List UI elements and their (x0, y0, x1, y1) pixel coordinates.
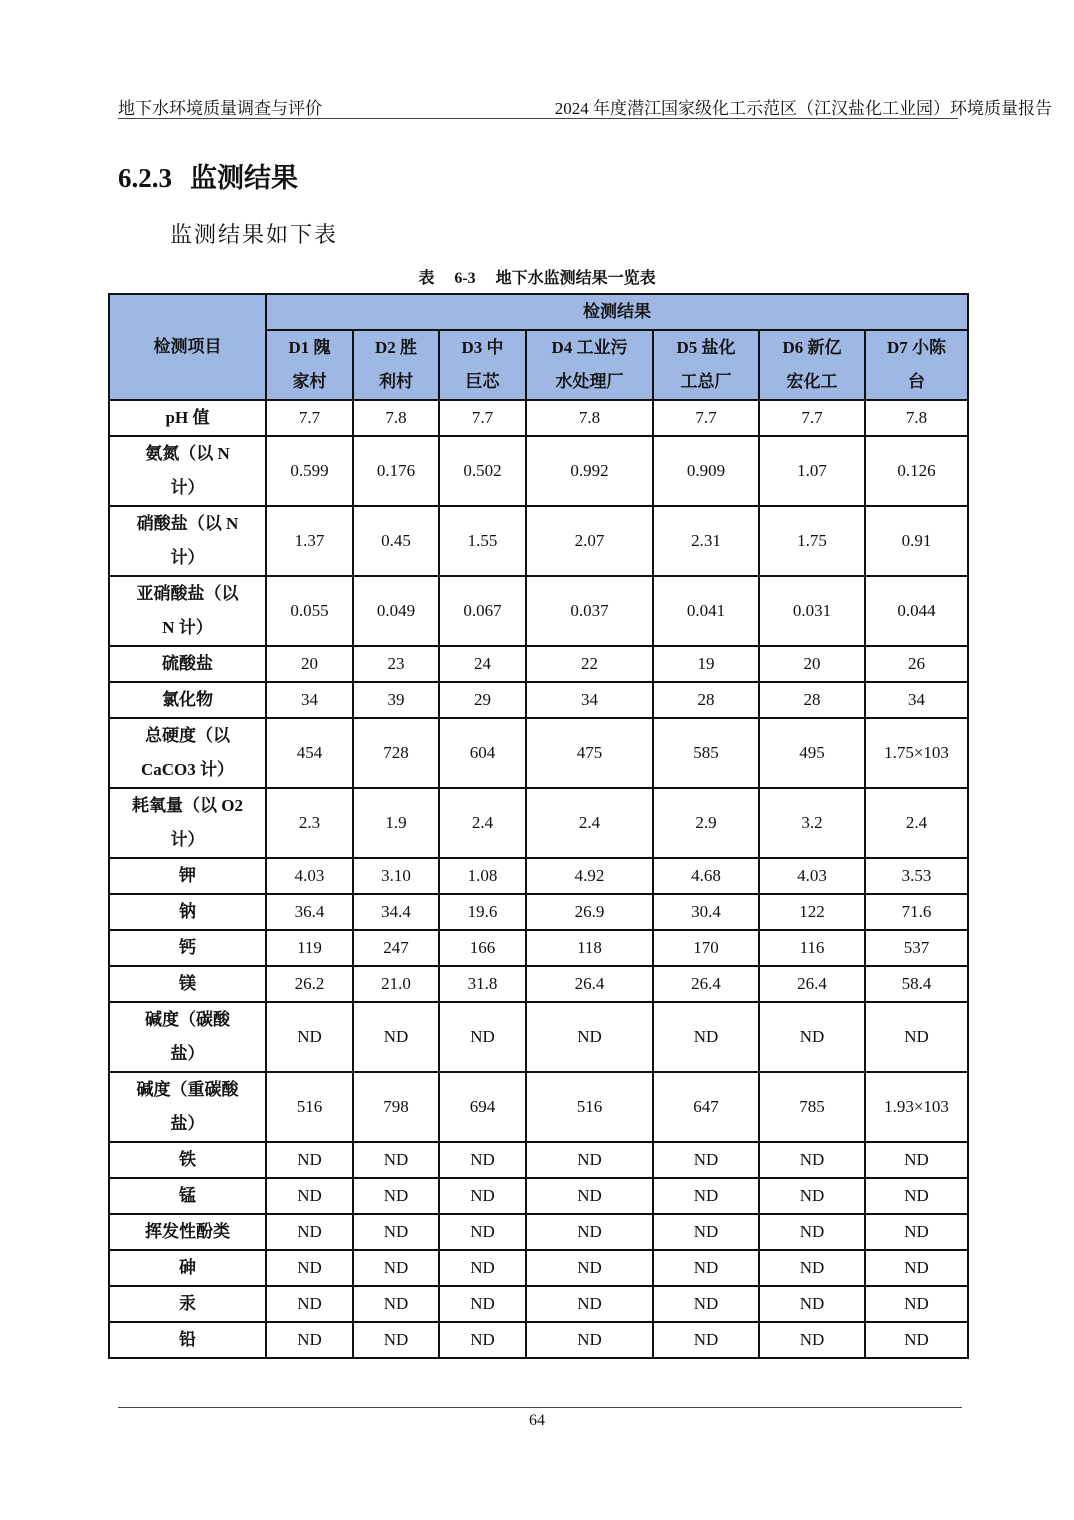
table-row (109, 894, 968, 930)
value-cell: ND (865, 1178, 968, 1214)
table-row (109, 1250, 968, 1286)
value-cell: ND (439, 1322, 526, 1358)
value-cell: 1.07 (759, 436, 865, 506)
value-cell: 2.9 (653, 788, 759, 858)
value-cell: ND (266, 1142, 353, 1178)
value-cell: 2.3 (266, 788, 353, 858)
row-item-line: 钾 (179, 866, 196, 885)
value-cell: 3.53 (865, 858, 968, 894)
value-cell: 116 (759, 930, 865, 966)
value-cell: 3.10 (353, 858, 439, 894)
row-item-cell (109, 576, 266, 646)
value-cell: 247 (353, 930, 439, 966)
table-row (109, 1002, 968, 1072)
value-cell: 2.4 (439, 788, 526, 858)
value-cell: 495 (759, 718, 865, 788)
value-cell: 29 (439, 682, 526, 718)
item-header-cell: 检测项目 (109, 294, 266, 400)
table-row (109, 1142, 968, 1178)
value-cell: 728 (353, 718, 439, 788)
value-cell: 26.2 (266, 966, 353, 1002)
value-cell: 26.4 (759, 966, 865, 1002)
row-item-line: 盐） (170, 1044, 205, 1063)
row-item-line: CaCO3 计） (140, 760, 235, 779)
row-item-line: 铅 (179, 1330, 196, 1349)
row-item-cell (109, 788, 266, 858)
table-row (109, 1214, 968, 1250)
row-item-line: 碱度（重碳酸 (136, 1080, 239, 1099)
value-cell: 34 (526, 682, 653, 718)
row-item-line: pH 值 (165, 408, 210, 427)
value-cell: 1.9 (353, 788, 439, 858)
value-cell: 647 (653, 1072, 759, 1142)
row-item-cell (109, 1250, 266, 1286)
value-cell: 58.4 (865, 966, 968, 1002)
row-item-cell (109, 1322, 266, 1358)
section-title-text: 监测结果 (190, 163, 298, 193)
value-cell: ND (865, 1286, 968, 1322)
value-cell: 585 (653, 718, 759, 788)
value-cell: 122 (759, 894, 865, 930)
value-cell: 604 (439, 718, 526, 788)
value-cell: 0.044 (865, 576, 968, 646)
value-cell: ND (865, 1002, 968, 1072)
table-body (109, 400, 968, 1358)
value-cell: 39 (353, 682, 439, 718)
value-cell: ND (526, 1002, 653, 1072)
value-cell: 1.75×103 (865, 718, 968, 788)
value-cell: 34.4 (353, 894, 439, 930)
value-cell: ND (759, 1250, 865, 1286)
row-item-cell (109, 506, 266, 576)
column-header-cell (439, 330, 526, 400)
value-cell: 19.6 (439, 894, 526, 930)
value-cell: 0.031 (759, 576, 865, 646)
value-cell: ND (353, 1250, 439, 1286)
value-cell: ND (266, 1322, 353, 1358)
value-cell: 0.049 (353, 576, 439, 646)
value-cell: ND (266, 1002, 353, 1072)
value-cell: 4.03 (266, 858, 353, 894)
row-item-cell (109, 1002, 266, 1072)
table-row (109, 400, 968, 436)
value-cell: ND (865, 1322, 968, 1358)
table-header (109, 294, 968, 400)
value-cell: ND (653, 1250, 759, 1286)
value-cell: 36.4 (266, 894, 353, 930)
column-header-line: 巨芯 (465, 372, 500, 391)
value-cell: ND (439, 1214, 526, 1250)
value-cell: ND (439, 1002, 526, 1072)
value-cell: ND (653, 1286, 759, 1322)
caption-number: 6-3 (454, 270, 476, 287)
value-cell: 26.4 (653, 966, 759, 1002)
row-item-line: 挥发性酚类 (145, 1222, 230, 1241)
value-cell: ND (759, 1214, 865, 1250)
value-cell: 23 (353, 646, 439, 682)
value-cell: 28 (759, 682, 865, 718)
value-cell: ND (526, 1286, 653, 1322)
row-item-cell (109, 718, 266, 788)
value-cell: ND (653, 1002, 759, 1072)
row-item-cell (109, 1072, 266, 1142)
running-header-right: 2024 年度潜江国家级化工示范区（江汉盐化工业园）环境质量报告 (554, 99, 1052, 118)
value-cell: ND (759, 1002, 865, 1072)
value-cell: 516 (526, 1072, 653, 1142)
value-cell: 119 (266, 930, 353, 966)
value-cell: 475 (526, 718, 653, 788)
value-cell: 537 (865, 930, 968, 966)
running-header-left: 地下水环境质量调查与评价 (118, 99, 322, 118)
value-cell: 0.909 (653, 436, 759, 506)
value-cell: ND (266, 1178, 353, 1214)
table-row (109, 1178, 968, 1214)
row-item-line: 硝酸盐（以 N (136, 514, 239, 533)
value-cell: 798 (353, 1072, 439, 1142)
row-item-cell (109, 1178, 266, 1214)
table-row (109, 930, 968, 966)
column-header-line: 工总厂 (680, 372, 732, 391)
row-item-line: 镁 (179, 974, 196, 993)
value-cell: 2.4 (865, 788, 968, 858)
value-cell: ND (353, 1142, 439, 1178)
value-cell: ND (526, 1322, 653, 1358)
column-header-cell (353, 330, 439, 400)
value-cell: 0.91 (865, 506, 968, 576)
table-row (109, 1322, 968, 1358)
value-cell: 26 (865, 646, 968, 682)
row-item-line: 硫酸盐 (162, 654, 213, 673)
value-cell: 7.7 (439, 400, 526, 436)
value-cell: 0.067 (439, 576, 526, 646)
value-cell: 7.8 (526, 400, 653, 436)
caption-label: 表 (418, 270, 435, 287)
value-cell: ND (353, 1178, 439, 1214)
value-cell: 19 (653, 646, 759, 682)
value-cell: 24 (439, 646, 526, 682)
value-cell: 1.75 (759, 506, 865, 576)
row-item-line: 锰 (179, 1186, 196, 1205)
value-cell: ND (759, 1322, 865, 1358)
row-item-line: 计） (170, 478, 205, 497)
row-item-line: 钙 (179, 938, 196, 957)
value-cell: ND (439, 1142, 526, 1178)
row-item-line: 计） (170, 830, 205, 849)
value-cell: ND (526, 1250, 653, 1286)
table-caption (0, 265, 1074, 288)
value-cell: 28 (653, 682, 759, 718)
table-row (109, 682, 968, 718)
value-cell: 26.9 (526, 894, 653, 930)
value-cell: 20 (759, 646, 865, 682)
value-cell: ND (759, 1286, 865, 1322)
value-cell: 30.4 (653, 894, 759, 930)
intro-paragraph: 监测结果如下表 (170, 222, 339, 247)
value-cell: 0.45 (353, 506, 439, 576)
value-cell: 20 (266, 646, 353, 682)
value-cell: ND (526, 1142, 653, 1178)
section-number: 6.2.3 (118, 163, 172, 193)
value-cell: 21.0 (353, 966, 439, 1002)
row-item-cell (109, 966, 266, 1002)
value-cell: 34 (865, 682, 968, 718)
value-cell: 0.055 (266, 576, 353, 646)
row-item-line: 耗氧量（以 O2 (132, 796, 243, 815)
value-cell: ND (653, 1322, 759, 1358)
value-cell: 0.599 (266, 436, 353, 506)
row-item-line: 计） (170, 548, 205, 567)
value-cell: 4.92 (526, 858, 653, 894)
column-header-line: D7 小陈 (886, 338, 947, 357)
value-cell: 7.7 (653, 400, 759, 436)
table-row (109, 646, 968, 682)
value-cell: 0.502 (439, 436, 526, 506)
value-cell: ND (865, 1250, 968, 1286)
table-row (109, 718, 968, 788)
column-header-line: D4 工业污 (551, 338, 628, 357)
caption-title: 地下水监测结果一览表 (495, 270, 656, 287)
column-header-line: 宏化工 (786, 372, 838, 391)
column-header-line: 水处理厂 (555, 372, 624, 391)
column-header-cell (266, 330, 353, 400)
value-cell: ND (526, 1214, 653, 1250)
value-cell: 0.041 (653, 576, 759, 646)
value-cell: 0.176 (353, 436, 439, 506)
value-cell: ND (353, 1214, 439, 1250)
value-cell: ND (353, 1322, 439, 1358)
value-cell: 4.03 (759, 858, 865, 894)
row-item-line: 砷 (179, 1258, 196, 1277)
value-cell: ND (353, 1002, 439, 1072)
value-cell: 1.08 (439, 858, 526, 894)
value-cell: 4.68 (653, 858, 759, 894)
row-item-line: 盐） (170, 1114, 205, 1133)
table-row (109, 1072, 968, 1142)
column-header-cell (865, 330, 968, 400)
table-row (109, 436, 968, 506)
value-cell: 31.8 (439, 966, 526, 1002)
table-row (109, 966, 968, 1002)
row-item-cell (109, 682, 266, 718)
column-header-cell (759, 330, 865, 400)
table-row (109, 1286, 968, 1322)
value-cell: ND (759, 1178, 865, 1214)
row-item-line: 铁 (179, 1150, 196, 1169)
column-header-line: D3 中 (461, 338, 504, 357)
header-divider (118, 118, 958, 119)
row-item-line: 亚硝酸盐（以 (136, 584, 239, 603)
value-cell: ND (439, 1178, 526, 1214)
table-row (109, 506, 968, 576)
row-item-cell (109, 1142, 266, 1178)
value-cell: 2.4 (526, 788, 653, 858)
value-cell: 2.31 (653, 506, 759, 576)
value-cell: 26.4 (526, 966, 653, 1002)
row-item-cell (109, 646, 266, 682)
value-cell: ND (266, 1250, 353, 1286)
value-cell: 516 (266, 1072, 353, 1142)
value-cell: ND (353, 1286, 439, 1322)
table-row (109, 858, 968, 894)
value-cell: 454 (266, 718, 353, 788)
value-cell: 7.7 (266, 400, 353, 436)
value-cell: 694 (439, 1072, 526, 1142)
value-cell: 7.7 (759, 400, 865, 436)
table-row (109, 788, 968, 858)
value-cell: ND (439, 1286, 526, 1322)
row-item-cell (109, 400, 266, 436)
row-item-line: N 计） (162, 618, 213, 637)
value-cell: 0.126 (865, 436, 968, 506)
column-header-line: D1 隗 (288, 338, 331, 357)
value-cell: 2.07 (526, 506, 653, 576)
value-cell: 0.037 (526, 576, 653, 646)
value-cell: ND (653, 1214, 759, 1250)
row-item-line: 总硬度（以 (145, 726, 230, 745)
column-header-line: D6 新亿 (782, 338, 842, 357)
row-item-line: 汞 (179, 1294, 196, 1313)
value-cell: 1.55 (439, 506, 526, 576)
column-header-line: D5 盐化 (676, 338, 736, 357)
results-table (108, 293, 969, 1359)
row-item-line: 氯化物 (162, 690, 213, 709)
value-cell: 7.8 (353, 400, 439, 436)
row-item-line: 钠 (179, 902, 196, 921)
value-cell: 0.992 (526, 436, 653, 506)
row-item-cell (109, 436, 266, 506)
value-cell: 34 (266, 682, 353, 718)
column-header-line: 利村 (379, 372, 413, 391)
value-cell: ND (266, 1214, 353, 1250)
value-cell: ND (865, 1214, 968, 1250)
row-item-cell (109, 894, 266, 930)
group-header-cell: 检测结果 (266, 294, 968, 330)
value-cell: ND (759, 1142, 865, 1178)
row-item-line: 氨氮（以 N (145, 444, 230, 463)
footer-divider (118, 1407, 962, 1408)
value-cell: ND (653, 1142, 759, 1178)
value-cell: 785 (759, 1072, 865, 1142)
column-header-line: 台 (908, 372, 925, 391)
value-cell: ND (439, 1250, 526, 1286)
section-heading (118, 156, 298, 195)
value-cell: ND (266, 1286, 353, 1322)
row-item-line: 碱度（碳酸 (145, 1010, 230, 1029)
row-item-cell (109, 1214, 266, 1250)
value-cell: ND (653, 1178, 759, 1214)
value-cell: 170 (653, 930, 759, 966)
column-header-line: 家村 (292, 372, 327, 391)
value-cell: 7.8 (865, 400, 968, 436)
value-cell: 71.6 (865, 894, 968, 930)
value-cell: 22 (526, 646, 653, 682)
value-cell: 1.93×103 (865, 1072, 968, 1142)
column-header-cell (526, 330, 653, 400)
value-cell: ND (865, 1142, 968, 1178)
column-header-cell (653, 330, 759, 400)
value-cell: 118 (526, 930, 653, 966)
table-row (109, 576, 968, 646)
row-item-cell (109, 930, 266, 966)
value-cell: 3.2 (759, 788, 865, 858)
value-cell: 166 (439, 930, 526, 966)
row-item-cell (109, 1286, 266, 1322)
value-cell: ND (526, 1178, 653, 1214)
column-header-line: D2 胜 (374, 338, 418, 357)
value-cell: 1.37 (266, 506, 353, 576)
page-number: 64 (529, 1412, 545, 1429)
row-item-cell (109, 858, 266, 894)
